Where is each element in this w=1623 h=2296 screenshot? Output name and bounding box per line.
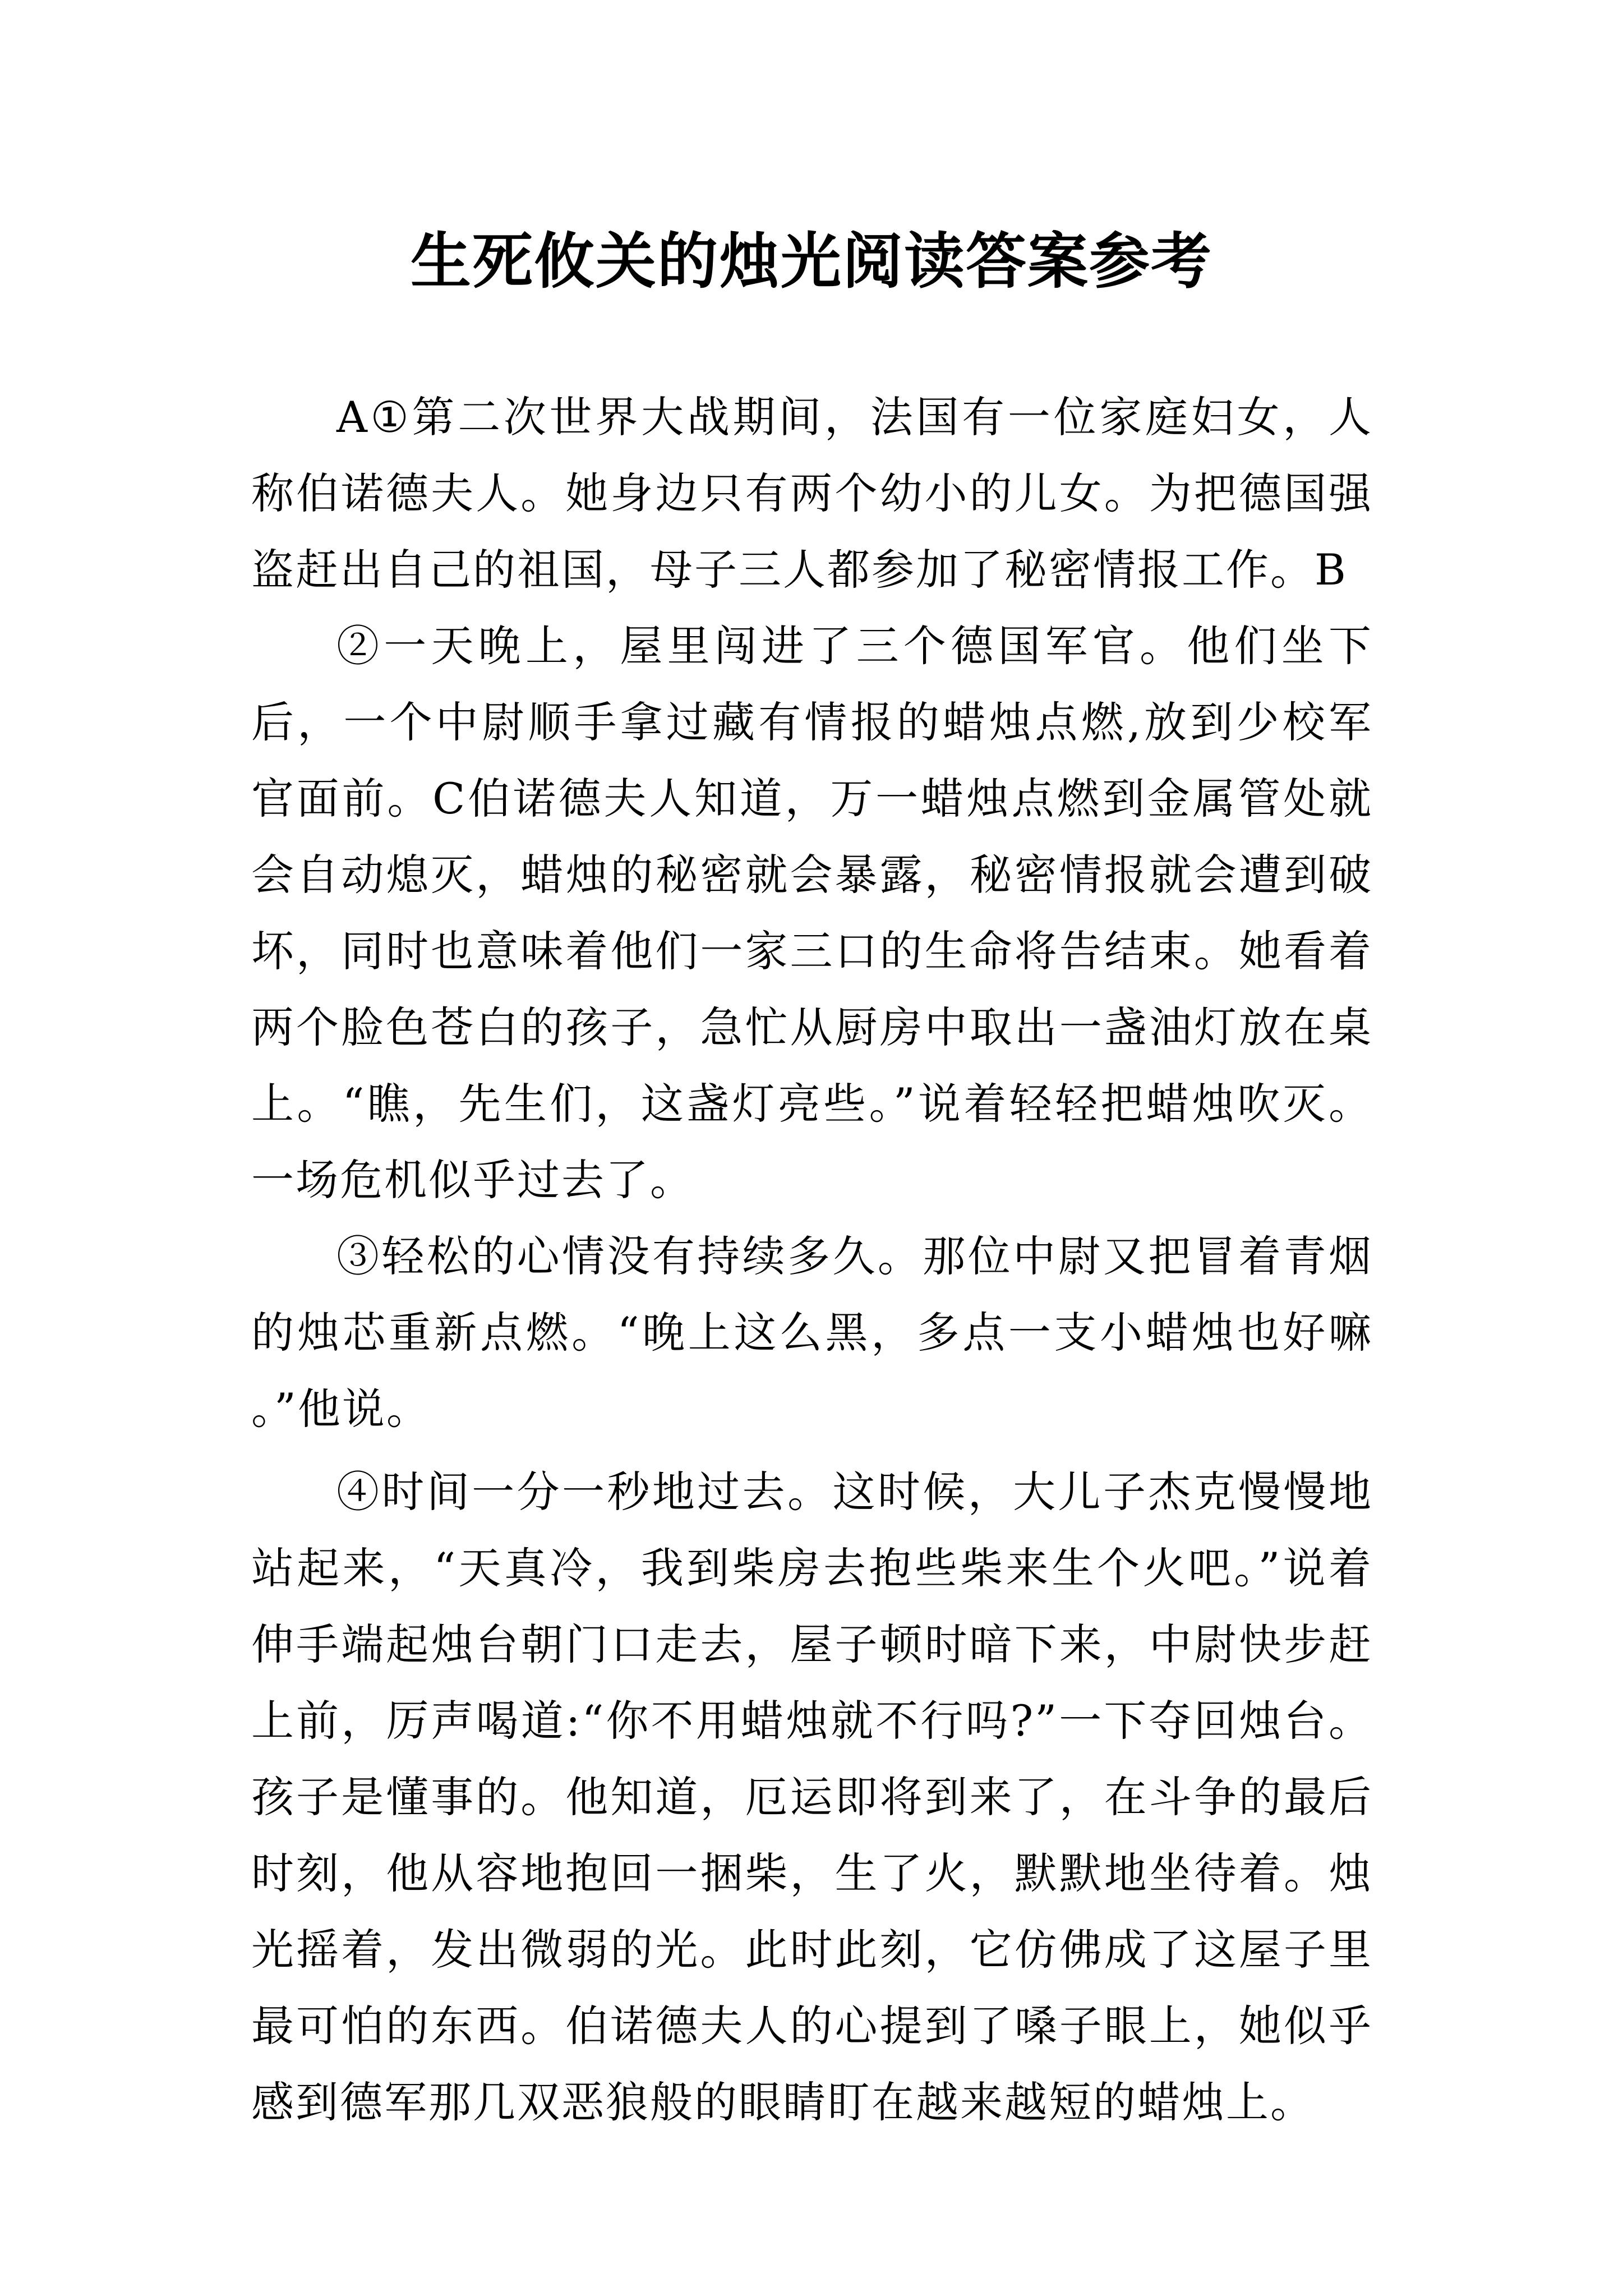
paragraph-4: ④时间一分一秒地过去。这时候，大儿子杰克慢慢地站起来，“天真冷，我到柴房去抱些柴来生个火吧。”说着伸手端起烛台朝门口走去，屋子顿时暗下来，中尉快步赶上前，厉声喝道:“你不用蜡烛就不行吗?”一下夺回烛台。孩子是懂事的。他知道，厄运即将到来了，在斗争的最后时刻，他从容地抱回一捆柴，生了火，默默地坐待着。烛光摇着，发出微弱的光。此时此刻，它仿佛成了这屋子里最可怕的东西。伯诺德夫人的心提到了嗓子眼上，她似乎感到德军那几双恶狼般的眼睛盯在越来越短的蜡烛上。 bbox=[251, 1467, 1373, 2127]
document-title: 生死攸关的烛光阅读答案参考 bbox=[410, 226, 1212, 297]
paragraph-3: ③轻松的心情没有持续多久。那位中尉又把冒着青烟的烛芯重新点燃。“晚上这么黑，多点一支小蜡烛也好嘛 。”他说。 bbox=[251, 1231, 1373, 1434]
document-body bbox=[251, 379, 1373, 2141]
paragraph-1: A①第二次世界大战期间，法国有一位家庭妇女，人称伯诺德夫人。她身边只有两个幼小的儿女。为把德国强盗赶出自己的祖国，母子三人都参加了秘密情报工作。B bbox=[251, 392, 1373, 595]
paragraph-2: ②一天晚上，屋里闯进了三个德国军官。他们坐下后，一个中尉顺手拿过藏有情报的蜡烛点燃,放到少校军官面前。C伯诺德夫人知道，万一蜡烛点燃到金属管处就会自动熄灭，蜡烛的秘密就会暴露，秘密情报就会遭到破坏，同时也意味着他们一家三口的生命将告结束。她看着两个脸色苍白的孩子，急忙从厨房中取出一盏油灯放在桌上。“瞧，先生们，这盏灯亮些。”说着轻轻把蜡烛吹灭。一场危机似乎过去了。 bbox=[251, 621, 1373, 1205]
